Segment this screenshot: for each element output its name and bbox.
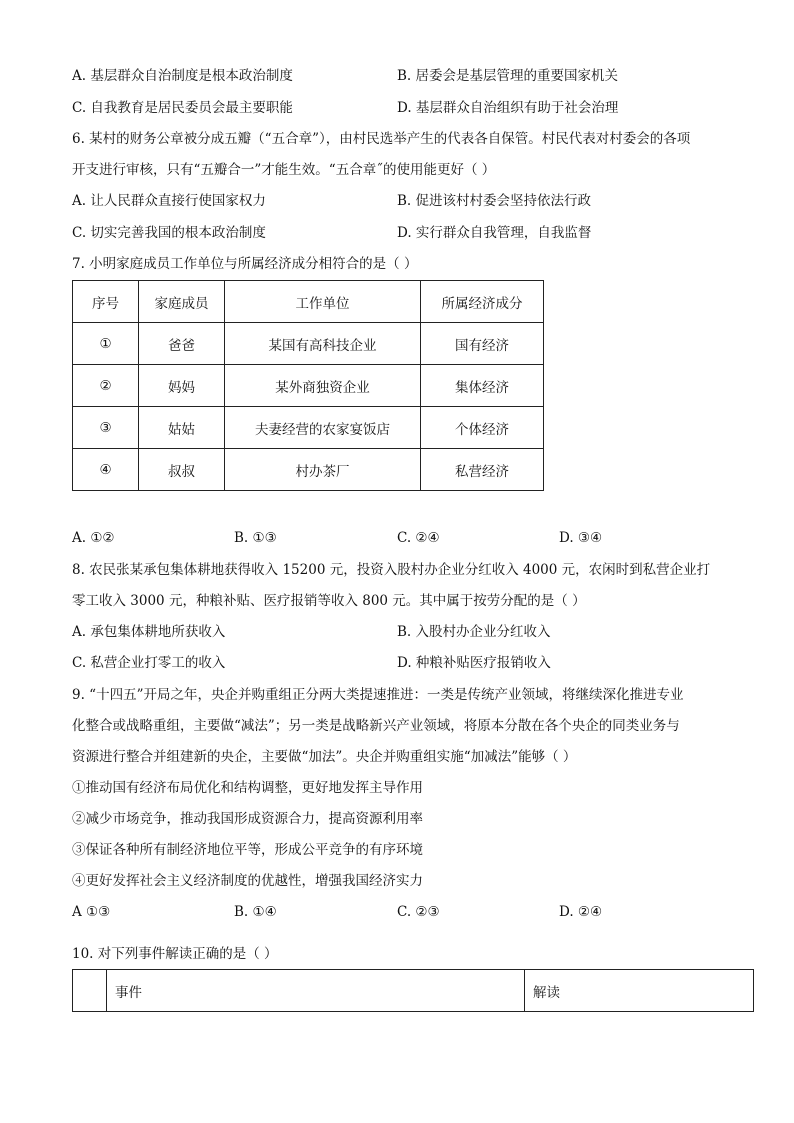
q7-table-header-row (73, 281, 544, 323)
q7-table (72, 280, 544, 491)
table-cell: ④ (73, 449, 139, 491)
q7-header-workplace: 工作单位 (225, 281, 421, 323)
q10-header-interpretation: 解读 (525, 970, 754, 1012)
q10-table-header-row (73, 970, 754, 1012)
table-row (73, 323, 544, 365)
table-cell: 叔叔 (139, 449, 225, 491)
q10-header-event: 事件 (107, 970, 525, 1012)
table-cell: 私营经济 (421, 449, 544, 491)
table-cell: 某国有高科技企业 (225, 323, 421, 365)
table-cell: 村办茶厂 (225, 449, 421, 491)
q9-item-1: ①推动国有经济布局优化和结构调整，更好地发挥主导作用 (72, 780, 423, 796)
q8-stem-line2: 零工收入 3000 元，种粮补贴、医疗报销等收入 800 元。其中属于按劳分配的是（ ） (72, 593, 586, 609)
q8-option-d: D. 种粮补贴医疗报销收入 (397, 655, 551, 671)
q10-header-blank (73, 970, 107, 1012)
q9-option-b: B. ①④ (234, 904, 277, 920)
q7-option-c: C. ②④ (397, 530, 440, 546)
q8-option-b: B. 入股村办企业分红收入 (397, 624, 551, 640)
q9-item-3: ③保证各种所有制经济地位平等，形成公平竞争的有序环境 (72, 842, 423, 858)
q5-option-a: A. 基层群众自治制度是根本政治制度 (72, 68, 293, 84)
table-cell: 姑姑 (139, 407, 225, 449)
q10-table (72, 969, 754, 1012)
q8-stem-line1: 8. 农民张某承包集体耕地获得收入 15200 元，投资入股村办企业分红收入 4000 元，农闲时到私营企业打 (72, 562, 711, 578)
q7-header-member: 家庭成员 (139, 281, 225, 323)
q7-header-economy: 所属经济成分 (421, 281, 544, 323)
table-cell: 妈妈 (139, 365, 225, 407)
q7-stem: 7. 小明家庭成员工作单位与所属经济成分相符合的是（ ） (72, 256, 418, 272)
q6-stem-line2: 开支进行审核，只有“五瓣合一”才能生效。“五合章˝的使用能更好（ ） (72, 162, 496, 178)
q9-item-2: ②减少市场竞争，推动我国形成资源合力，提高资源利用率 (72, 811, 423, 827)
table-row (73, 365, 544, 407)
q6-option-a: A. 让人民群众直接行使国家权力 (72, 193, 266, 209)
q6-option-b: B. 促进该村村委会坚持依法行政 (397, 193, 592, 209)
table-row (73, 449, 544, 491)
table-cell: ① (73, 323, 139, 365)
q7-header-number: 序号 (73, 281, 139, 323)
q9-stem-line3: 资源进行整合并组建新的央企，主要做“加法”。央企并购重组实施“加减法”能够（ ） (72, 749, 577, 765)
table-cell: 个体经济 (421, 407, 544, 449)
q5-option-c: C. 自我教育是居民委员会最主要职能 (72, 100, 293, 116)
table-cell: 国有经济 (421, 323, 544, 365)
table-cell: 集体经济 (421, 365, 544, 407)
q8-option-a: A. 承包集体耕地所获收入 (72, 624, 226, 640)
q5-option-d: D. 基层群众自治组织有助于社会治理 (397, 100, 619, 116)
q7-option-b: B. ①③ (234, 530, 277, 546)
q6-stem-line1: 6. 某村的财务公章被分成五瓣（“五合章”），由村民选举产生的代表各自保管。村民代表对村委会的各项 (72, 131, 691, 147)
q9-item-4: ④更好发挥社会主义经济制度的优越性，增强我国经济实力 (72, 873, 423, 889)
q7-option-a: A. ①② (72, 530, 115, 546)
q6-option-d: D. 实行群众自我管理，自我监督 (397, 225, 592, 241)
table-cell: 某外商独资企业 (225, 365, 421, 407)
q7-option-d: D. ③④ (559, 530, 603, 546)
q9-option-d: D. ②④ (559, 904, 603, 920)
q9-option-c: C. ②③ (397, 904, 440, 920)
q9-stem-line2: 化整合或战略重组，主要做“减法”；另一类是战略新兴产业领域，将原本分散在各个央企的同类业务与 (72, 718, 680, 734)
table-cell: 夫妻经营的农家宴饭店 (225, 407, 421, 449)
q6-option-c: C. 切实完善我国的根本政治制度 (72, 225, 266, 241)
q10-stem: 10. 对下列事件解读正确的是（ ） (72, 946, 278, 962)
q9-option-a: A ①③ (72, 904, 111, 920)
table-cell: 爸爸 (139, 323, 225, 365)
table-cell: ② (73, 365, 139, 407)
q9-stem-line1: 9. “十四五”开局之年，央企并购重组正分两大类提速推进：一类是传统产业领域，将继续深化推进专业 (72, 687, 684, 703)
q8-option-c: C. 私营企业打零工的收入 (72, 655, 226, 671)
table-row (73, 407, 544, 449)
table-cell: ③ (73, 407, 139, 449)
q5-option-b: B. 居委会是基层管理的重要国家机关 (397, 68, 619, 84)
